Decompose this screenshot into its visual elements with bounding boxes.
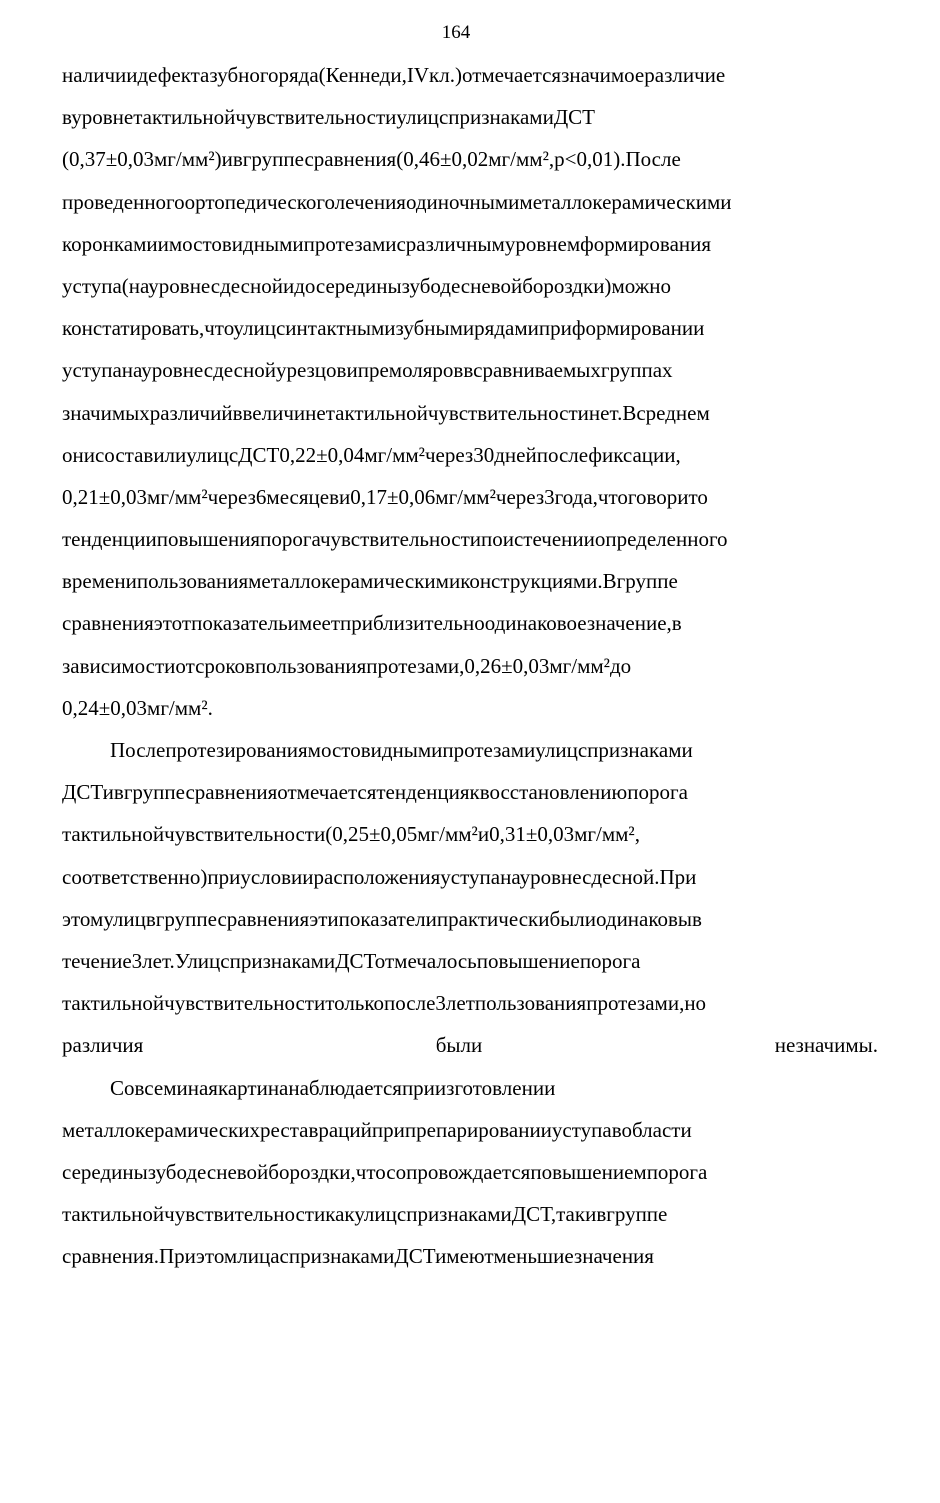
paragraph-2 (62, 729, 878, 1067)
text-line: зависимостиотсроковпользованияпротезами,0,26±0,03мг/мм²до (62, 653, 632, 678)
text-line: (0,37±0,03мг/мм²)ивгруппесравнения(0,46±0,02мг/мм²,р<0,01).После (62, 147, 681, 172)
paragraph-1 (62, 54, 878, 729)
text-line: Совсеминаякартинанаблюдаетсяприизготовлении (110, 1075, 556, 1100)
text-line: соответственно)приусловиирасположенияуступанауровнесдесной.При (62, 864, 697, 889)
text-line: сравнения.ПриэтомлицаспризнакамиДСТимеютменьшиезначения (62, 1244, 654, 1269)
text-line: сравненияэтотпоказательимеетприблизительноодинаковоезначение,в (62, 611, 682, 636)
text-line: 0,21±0,03мг/мм²через6месяцеви0,17±0,06мг/мм²через3года,чтоговорито (62, 484, 708, 509)
text-line: Послепротезированиямостовиднымипротезамиулицспризнаками (110, 738, 693, 762)
text-line: серединызубодесневойбороздки,чтосопровождаетсяповышениемпорога (62, 1159, 708, 1184)
text-line: тактильнойчувствительности(0,25±0,05мг/мм²и0,31±0,03мг/мм², (62, 822, 640, 847)
text-line: тактильнойчувствительностикакулицспризнакамиДСТ,такивгруппе (62, 1202, 668, 1227)
text-line: этомулицвгруппесравненияэтипоказателипрактическибылиодинаковыв (62, 906, 702, 931)
text-line: 0,24±0,03мг/мм². (62, 695, 213, 720)
text-line: металлокерамическихреставрацийприпрепарированииуступавобласти (62, 1117, 692, 1142)
text-line: коронкамиимостовиднымипротезамисразличнымуровнемформирования (62, 231, 712, 256)
text-line: течение3лет.УлицспризнакамиДСТотмечалосьповышениепорога (62, 948, 641, 973)
text-line: значимыхразличийввеличинетактильнойчувствительностинет.Всреднем (62, 400, 710, 425)
page-number: 164 (441, 22, 471, 43)
text-line: проведенногоортопедическоголеченияодиночнымиметаллокерамическими (62, 189, 732, 214)
text-line: вуровнетактильнойчувствительностиулицспризнакамиДСТ (62, 105, 596, 130)
text-line: тактильнойчувствительноститолькопосле3летпользованияпротезами,но (62, 991, 707, 1016)
text-line: уступа(науровнесдеснойидосерединызубодесневойбороздки)можно (62, 273, 671, 298)
text-body (62, 54, 878, 1277)
text-line: ДСТивгруппесравненияотмечаетсятенденцияквосстановлениюпорога (62, 780, 688, 805)
text-line: онисоставилиулицсДСТ0,22±0,04мг/мм²через30днейпослефиксации, (62, 442, 681, 467)
text-line: уступанауровнесдеснойурезцовипремоляроввсравниваемыхгруппах (62, 358, 673, 383)
text-line: временипользованияметаллокерамическимиконструкциями.Вгруппе (62, 569, 678, 594)
text-line: различия были незначимы. (62, 1033, 878, 1058)
paragraph-3 (62, 1067, 878, 1278)
text-line: наличиидефектазубногоряда(Кеннеди,IVкл.)отмечаетсязначимоеразличие (62, 63, 726, 87)
text-line: тенденцииповышенияпорогачувствительностипоистеченииопределенного (62, 527, 728, 552)
text-line: констатировать,чтоулицсинтактнымизубнымирядамиприформировании (62, 316, 705, 341)
